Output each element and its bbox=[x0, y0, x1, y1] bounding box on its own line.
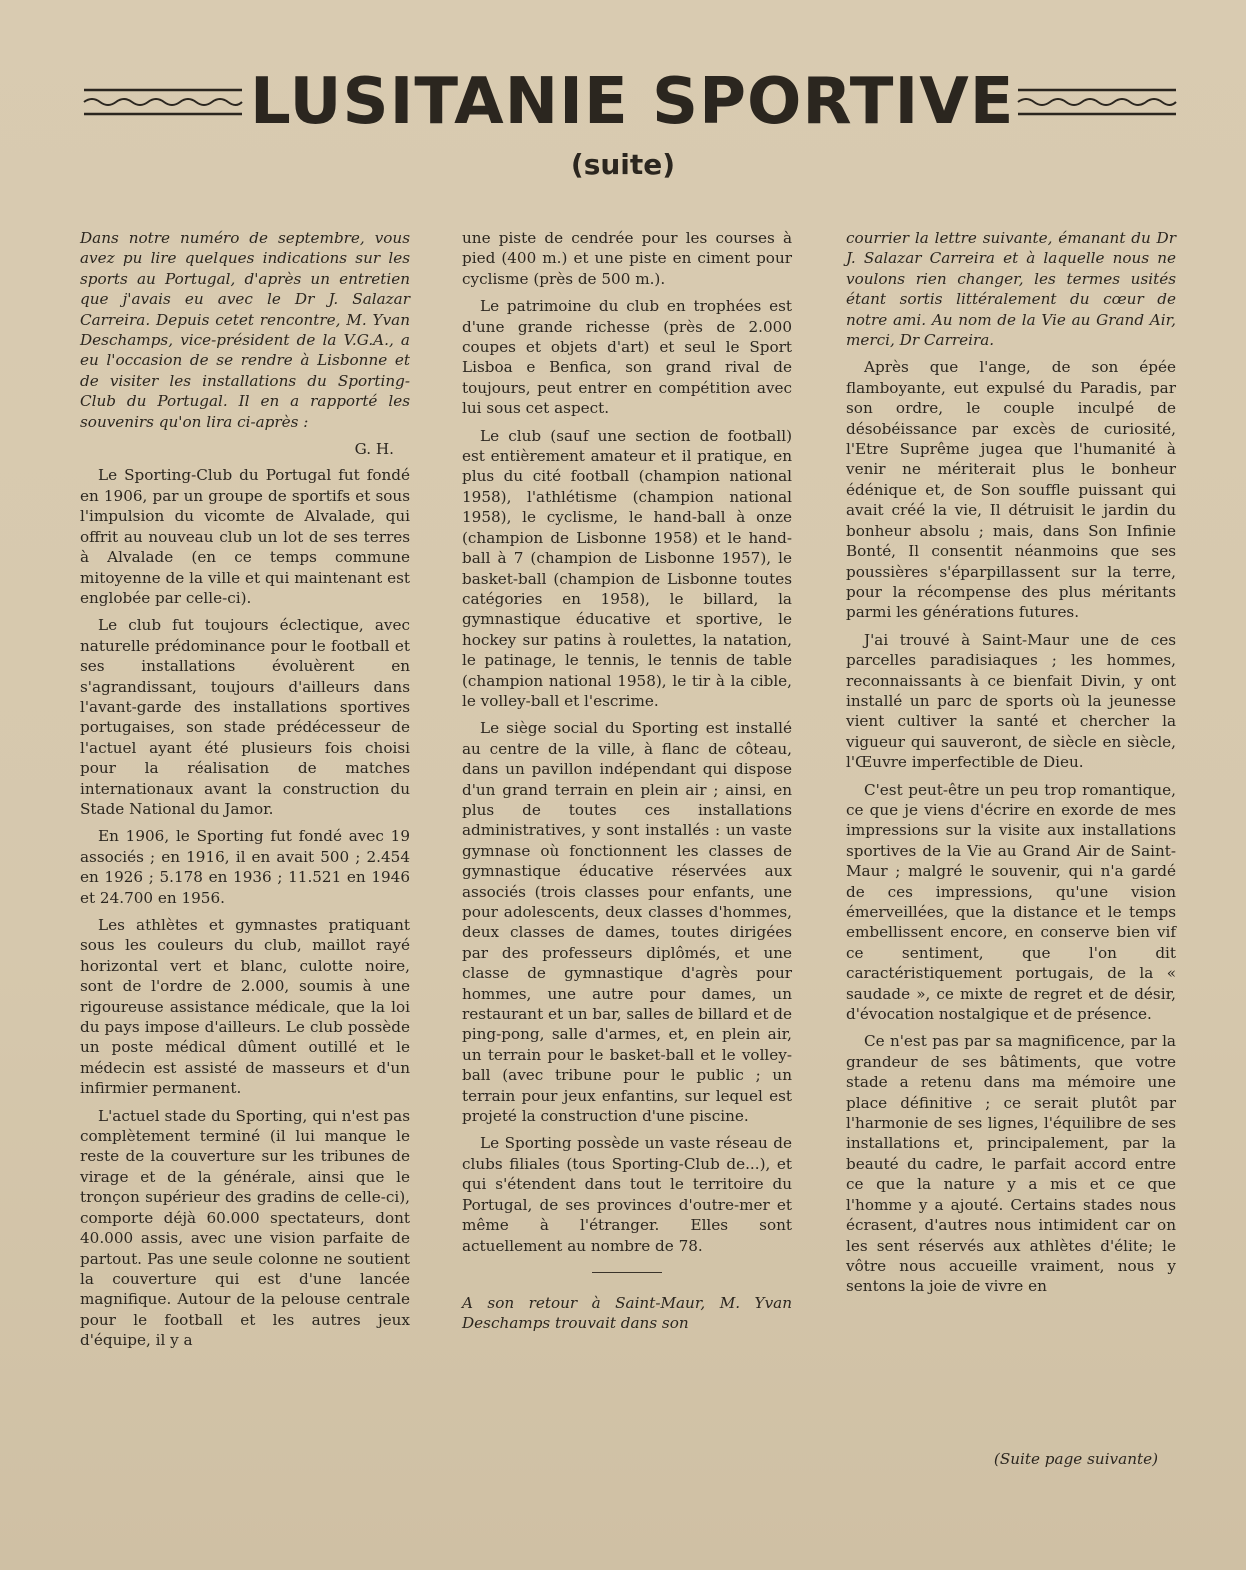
wavy-rule-left-icon bbox=[80, 82, 246, 122]
page-title: LUSITANIE SPORTIVE bbox=[250, 65, 1015, 139]
column-3 bbox=[846, 228, 1176, 1304]
paragraph: Le club (sauf une section de football) est entièrement amateur et il pratique, en plus du cité football (champion national 1958), l'athlétisme (champion national 1958), le cyclisme, le hand-ball à onze (champion de Lisbonne 1958) et le hand-ball à 7 (champion de Lisbonne 1957), le basket-ball (champion de Lisbonne toutes catégories en 1958), le billard, la gymnastique éducative et sportive, le hockey sur patins à roulettes, la natation, le patinage, le tennis, le tennis de table (champion national 1958), le tir à la cible, le volley-ball et l'escrime. bbox=[462, 426, 792, 710]
section-divider bbox=[592, 1272, 662, 1273]
letter-intro-start: A son retour à Saint-Maur, M. Yvan Deschamps trouvait dans son bbox=[462, 1293, 792, 1333]
paragraph: En 1906, le Sporting fut fondé avec 19 associés ; en 1916, il en avait 500 ; 2.454 en 1926 ; 5.178 en 1936 ; 11.521 en 1946 et 24.700 en 1956. bbox=[80, 827, 410, 907]
letter-intro-end: courrier la lettre suivante, émanant du Dr J. Salazar Carreira et à laquelle nous ne voulons rien changer, les termes usités étant sortis littéralement du cœur de notre ami. Au nom de la Vie au Grand Air, merci, Dr Carreira. bbox=[846, 229, 1176, 350]
paragraph: C'est peut-être un peu trop romantique, ce que je viens d'écrire en exorde de mes impressions sur la visite aux installations sportives de la Vie au Grand Air de Saint-Maur ; malgré le souvenir, qui n'a gardé de ces impressions, qu'une vision émerveillées, que la distance et le temps embellissent encore, en conserve bien vif ce sentiment, que l'on dit caractéristiquement portugais, de la « saudade », ce mixte de regret et de désir, d'évocation nostalgique et de présence. bbox=[846, 780, 1176, 1024]
column-1 bbox=[80, 228, 410, 1358]
wavy-rule-right-icon bbox=[1014, 82, 1180, 122]
intro-signature: G. H. bbox=[354, 440, 394, 459]
continued-note: (Suite page suivante) bbox=[993, 1450, 1158, 1468]
page-subtitle: (suite) bbox=[570, 148, 676, 181]
paragraph: Le siège social du Sporting est installé au centre de la ville, à flanc de côteau, dans un pavillon indépendant qui dispose d'un grand terrain en plein air ; ainsi, en plus de toutes ces installations administratives, y sont installés : un vaste gymnase où fonctionnent les classes de gymnastique éducative réservées aux associés (trois classes pour enfants, une pour adolescents, deux classes d'hommes, deux classes de dames, toutes dirigées par des professeurs diplômés, et une classe de gymnastique d'agrès pour hommes, une autre pour dames, un restaurant et un bar, salles de billard et de ping-pong, salle d'armes, et, en plein air, un terrain pour le basket-ball et le volley-ball (avec tribune pour le public ; un terrain pour jeux enfantins, sur lequel est projeté la construction d'une piscine. bbox=[462, 719, 792, 1126]
paragraph: J'ai trouvé à Saint-Maur une de ces parcelles paradisiaques ; les hommes, reconnaissants à ce bienfait Divin, y ont installé un parc de sports où la jeunesse vient cultiver la santé et chercher la vigueur qui sauveront, de siècle en siècle, l'Œuvre imperfectible de Dieu. bbox=[846, 630, 1176, 772]
paragraph: Le Sporting possède un vaste réseau de clubs filiales (tous Sporting-Club de...), et qui s'étendent dans tout le territoire du Portugal, de ses provinces d'outre-mer et même à l'étranger. Elles sont actuellement au nombre de 78. bbox=[462, 1134, 792, 1255]
column-2 bbox=[462, 228, 792, 1341]
intro-paragraph: Dans notre numéro de septembre, vous avez pu lire quelques indications sur les sports au Portugal, d'après un entretien que j'avais eu avec le Dr J. Salazar Carreira. Depuis cetet rencontre, M. Yvan Deschamps, vice-président de la V.G.A., a eu l'occasion de se rendre à Lisbonne et de visiter les installations du Sporting-Club du Portugal. Il en a rapporté les souvenirs qu'on lira ci-après : bbox=[80, 229, 410, 431]
masthead bbox=[80, 62, 1180, 142]
paragraph: Le Sporting-Club du Portugal fut fondé en 1906, par un groupe de sportifs et sous l'impulsion du vicomte de Alvalade, qui offrit au nouveau club un lot de ses terres à Alvalade (en ce temps commune mitoyenne de la ville et qui maintenant est englobée par celle-ci). bbox=[80, 466, 410, 607]
paragraph: Ce n'est pas par sa magnificence, par la grandeur de ses bâtiments, que votre stade a retenu dans ma mémoire une place définitive ; ce serait plutôt par l'harmonie de ses lignes, l'équilibre de ses installations et, principalement, par la beauté du cadre, le parfait accord entre ce que la nature y a mis et ce que l'homme y a ajouté. Certains stades nous écrasent, d'autres nous intimident car on les sent réservés aux athlètes d'élite; le vôtre nous accueille vraiment, nous y sentons la joie de vivre en bbox=[846, 1032, 1176, 1296]
paragraph: Le club fut toujours éclectique, avec naturelle prédominance pour le football et ses installations évoluèrent en s'agrandissant, toujours d'ailleurs dans l'avant-garde des installations sportives portugaises, son stade prédécesseur de l'actuel ayant été plusieurs fois choisi pour la réalisation de matches internationaux avant la construction du Stade National du Jamor. bbox=[80, 616, 410, 818]
paragraph: Le patrimoine du club en trophées est d'une grande richesse (près de 2.000 coupes et objets d'art) et seul le Sport Lisboa e Benfica, son grand rival de toujours, peut entrer en compétition avec lui sous cet aspect. bbox=[462, 297, 792, 418]
paragraph: Les athlètes et gymnastes pratiquant sous les couleurs du club, maillot rayé horizontal vert et blanc, culotte noire, sont de l'ordre de 2.000, soumis à une rigoureuse assistance médicale, que la loi du pays impose d'ailleurs. Le club possède un poste médical dûment outillé et le médecin est assisté de masseurs et d'un infirmier permanent. bbox=[80, 916, 410, 1098]
paragraph: une piste de cendrée pour les courses à pied (400 m.) et une piste en ciment pour cyclisme (près de 500 m.). bbox=[462, 229, 792, 288]
paragraph: Après que l'ange, de son épée flamboyante, eut expulsé du Paradis, par son ordre, le couple inculpé de désobéissance par excès de curiosité, l'Etre Suprême jugea que l'humanité à venir ne mériterait plus le bonheur édénique et, de Son souffle puissant qui avait créé la vie, Il détruisit le jardin du bonheur absolu ; mais, dans Son Infinie Bonté, Il consentit néanmoins que ses poussières s'éparpillassent sur la terre, pour la récompense des plus méritants parmi les générations futures. bbox=[846, 358, 1176, 622]
paragraph: L'actuel stade du Sporting, qui n'est pas complètement terminé (il lui manque le reste de la couverture sur les tribunes de virage et de la générale, ainsi que le tronçon supérieur des gradins de celle-ci), comporte déjà 60.000 spectateurs, dont 40.000 assis, avec une vision parfaite de partout. Pas une seule colonne ne soutient la couverture qui est d'une lancée magnifique. Autour de la pelouse centrale pour le football et les autres jeux d'équipe, il y a bbox=[80, 1106, 410, 1350]
